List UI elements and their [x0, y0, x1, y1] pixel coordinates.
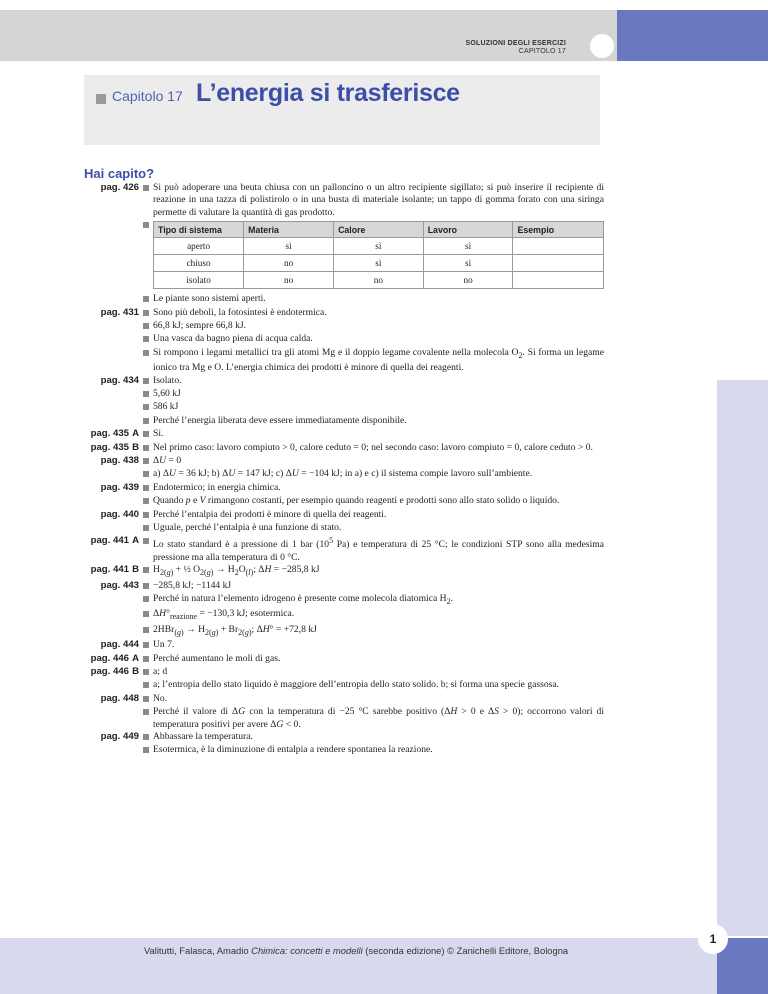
bullet-square-icon [143, 307, 153, 320]
page-reference [84, 347, 143, 375]
answer-item [84, 455, 604, 468]
answer-item [84, 182, 604, 219]
answer-item [84, 415, 604, 428]
bullet-square-icon [143, 666, 153, 679]
bullet-square-icon [143, 535, 153, 564]
answer-item [84, 744, 604, 757]
answer-text [153, 219, 604, 293]
answer-item [84, 442, 604, 455]
answer-text: a) ΔU = 36 kJ; b) ΔU = 147 kJ; c) ΔU = −104 kJ; in a) e c) il sistema compie lavoro sull’ambiente. [153, 468, 533, 480]
section-heading: Hai capito? [84, 166, 155, 181]
page-reference [84, 744, 143, 757]
bullet-square-icon [143, 293, 153, 306]
answer-text: Endotermico; in energia chimica. [153, 481, 281, 493]
page-reference [84, 522, 143, 535]
answer-text: Esotermica, è la diminuzione di entalpia a rendere spontanea la reazione. [153, 744, 433, 756]
table-cell: no [423, 272, 513, 289]
page-reference: pag. 446 A [90, 652, 139, 664]
table-row [154, 238, 604, 255]
bullet-square-icon [143, 468, 153, 481]
chapter-title: L’energia si trasferisce [196, 79, 460, 107]
answer-item [84, 333, 604, 346]
bullet-square-icon [143, 624, 153, 639]
answer-text: 586 kJ [153, 401, 179, 413]
bullet-square-icon [143, 388, 153, 401]
answer-text: −285,8 kJ; −1144 kJ [153, 579, 232, 591]
page-reference: pag. 435 A [90, 428, 139, 440]
answer-item [84, 593, 604, 608]
table-header-cell: Materia [244, 222, 334, 238]
table-cell: no [244, 255, 334, 272]
answer-text: Perché il valore di ΔG con la temperatura di −25 °C sarebbe positivo (ΔH > 0 e ΔS > 0); occorrono valori di temperatura positivi per avere ΔG < 0. [153, 706, 604, 730]
table-cell: sì [423, 238, 513, 255]
bullet-square-icon [143, 608, 153, 623]
answer-text: $2HBr_{(g)} \to H_{2(g)} + Br_{2(g)}$; ΔH° = +72,8 kJ [153, 623, 317, 637]
answer-item [84, 320, 604, 333]
table-cell [513, 272, 604, 289]
footer-book-title: Chimica: concetti e modelli [251, 945, 363, 956]
bullet-square-icon [143, 347, 153, 375]
answer-text: Perché in natura l’elemento idrogeno è presente come molecola diatomica $H_2$. [153, 593, 453, 607]
page-reference [84, 706, 143, 731]
answer-text: Perché l’entalpia dei prodotti è minore di quella dei reagenti. [153, 508, 387, 520]
page-reference: pag. 435 B [90, 441, 139, 453]
bullet-square-icon [143, 182, 153, 219]
answer-text: a; d [153, 665, 168, 677]
header-circle [590, 34, 614, 58]
page-reference [84, 468, 143, 481]
answer-item [84, 693, 604, 706]
answer-text: $H_{2(g)}$ + ½ $O_{2(g)} \to H_2O_{(l)}$; ΔH = −285,8 kJ [153, 564, 320, 578]
page-reference: pag. 443 [100, 579, 139, 591]
running-header-line1: SOLUZIONI DEGLI ESERCIZI [465, 40, 566, 47]
chapter-number: Capitolo 17 [112, 88, 183, 104]
answer-item [84, 482, 604, 495]
footer-authors: Valitutti, Falasca, Amadio [144, 945, 252, 956]
bullet-square-icon [143, 653, 153, 666]
answer-text: Una vasca da bagno piena di acqua calda. [153, 333, 313, 345]
page-reference: pag. 449 [100, 730, 139, 742]
page-reference [84, 219, 143, 293]
answer-text: Nel primo caso: lavoro compiuto > 0, calore ceduto = 0; nel secondo caso: lavoro compiuto = 0, calore ceduto > 0. [153, 441, 593, 453]
bullet-square-icon [143, 495, 153, 508]
bullet-square-icon [143, 522, 153, 535]
system-types-table [153, 221, 604, 289]
bullet-square-icon [143, 482, 153, 495]
bullet-square-icon [143, 219, 153, 293]
answer-item [84, 428, 604, 441]
table-header-cell: Lavoro [423, 222, 513, 238]
page-reference: pag. 438 [100, 455, 139, 466]
answers-list [84, 182, 604, 758]
answer-item [84, 468, 604, 481]
answer-item [84, 522, 604, 535]
bullet-square-icon [143, 375, 153, 388]
side-tab [717, 380, 768, 936]
table-row [154, 255, 604, 272]
page-reference: pag. 426 [100, 182, 139, 193]
answer-text: Le piante sono sistemi aperti. [153, 293, 266, 305]
page-reference [84, 388, 143, 401]
bullet-square-icon [143, 333, 153, 346]
answer-item [84, 706, 604, 731]
answer-text: Si rompono i legami metallici tra gli atomi Mg e il doppio legame covalente nella molecola $O_2$. Si forma un legame ionico tra Mg e O. L’energia chimica dei prodotti è minore di quella dei reagenti. [153, 346, 604, 374]
answer-item [84, 731, 604, 744]
footer-credit [144, 945, 568, 956]
answer-text: Perché l’energia liberata deve essere immediatamente disponibile. [153, 414, 407, 426]
page-reference [84, 593, 143, 608]
page-reference [84, 401, 143, 414]
page-reference [84, 333, 143, 346]
bullet-square-icon [143, 744, 153, 757]
answer-text: ΔU = 0 [153, 455, 182, 466]
table-header-row [154, 222, 604, 238]
page-number: 1 [698, 924, 728, 954]
answer-item [84, 307, 604, 320]
bullet-square-icon [143, 320, 153, 333]
page-reference: pag. 448 [100, 692, 139, 704]
page-reference [84, 608, 143, 623]
answer-item [84, 679, 604, 692]
answer-text: a; l’entropia dello stato liquido è maggiore dell’entropia dello stato solido. b; si forma una specie gassosa. [153, 679, 560, 691]
answer-text: Un 7. [153, 639, 175, 651]
page-reference: pag. 444 [100, 639, 139, 651]
answer-item [84, 666, 604, 679]
running-header [466, 40, 566, 56]
answer-item [84, 401, 604, 414]
bullet-square-icon [143, 593, 153, 608]
page-reference [84, 679, 143, 692]
page-reference: pag. 439 [100, 481, 139, 493]
answer-text: No. [153, 692, 168, 704]
page-reference [84, 320, 143, 333]
bullet-square-icon [143, 639, 153, 652]
answer-text: Lo stato standard è a pressione di 1 bar ($10^5$ Pa) e temperatura di 25 °C; le condizioni STP sono alla medesima pressione ma alla temperatura di 0 °C. [153, 536, 604, 564]
page-reference [84, 624, 143, 639]
answer-item [84, 639, 604, 652]
table-cell: isolato [154, 272, 244, 289]
page-reference [84, 495, 143, 508]
bullet-square-icon [143, 455, 153, 468]
answer-item [84, 564, 604, 579]
table-cell: sì [334, 238, 424, 255]
table-cell [513, 255, 604, 272]
answer-item [84, 375, 604, 388]
page-reference: pag. 440 [100, 508, 139, 520]
answer-item [84, 608, 604, 623]
answer-item [84, 624, 604, 639]
table-cell: chiuso [154, 255, 244, 272]
bullet-square-icon [143, 428, 153, 441]
table-cell: sì [423, 255, 513, 272]
page-reference: pag. 441 A [90, 535, 139, 547]
page-reference: pag. 441 B [90, 564, 139, 576]
title-bullet [96, 94, 106, 104]
footer-publisher: (seconda edizione) © Zanichelli Editore, Bologna [362, 945, 569, 956]
header-accent-block [617, 10, 768, 61]
answer-text: Isolato. [153, 374, 182, 386]
page-reference [84, 415, 143, 428]
table-cell: no [334, 272, 424, 289]
page-reference: pag. 446 B [90, 665, 139, 677]
table-cell: sì [244, 238, 334, 255]
answer-item [84, 653, 604, 666]
running-header-line2: CAPITOLO 17 [518, 48, 566, 55]
page-reference: pag. 434 [100, 374, 139, 386]
answer-item [84, 293, 604, 306]
table-header-cell: Tipo di sistema [154, 222, 244, 238]
answer-item [84, 388, 604, 401]
bullet-square-icon [143, 580, 153, 593]
answer-text: $\Delta H^\circ_{reazione} = -130,3$ kJ; esotermica. [153, 608, 295, 622]
answer-item [84, 580, 604, 593]
bullet-square-icon [143, 731, 153, 744]
answer-text: Quando p e V rimangono costanti, per esempio quando reagenti e prodotti sono allo stato solido o liquido. [153, 495, 560, 507]
answer-text: Abbassare la temperatura. [153, 730, 253, 742]
table-cell: no [244, 272, 334, 289]
answer-text: Si può adoperare una beuta chiusa con un palloncino o un altro recipiente sigillato; si può inserire il recipiente di reazione in una tazza di polistirolo o in una busta di materiale isolante; un tappo di gomma forato con una siringa permette di valutare la quantità di gas prodotto. [153, 182, 604, 218]
bullet-square-icon [143, 509, 153, 522]
page-reference: pag. 431 [100, 306, 139, 318]
answer-item [84, 347, 604, 375]
answer-text: 66,8 kJ; sempre 66,8 kJ. [153, 320, 247, 332]
table-cell [513, 238, 604, 255]
table-entry [84, 219, 604, 293]
answer-text: Uguale, perché l’entalpia è una funzione di stato. [153, 522, 342, 534]
answer-item [84, 535, 604, 564]
table-row [154, 272, 604, 289]
answer-text: Sono più deboli, la fotosintesi è endotermica. [153, 306, 327, 318]
page-reference [84, 293, 143, 306]
table-header-cell: Calore [334, 222, 424, 238]
bullet-square-icon [143, 564, 153, 579]
bullet-square-icon [143, 401, 153, 414]
bullet-square-icon [143, 693, 153, 706]
answer-text: 5,60 kJ [153, 387, 181, 399]
answer-text: Sì. [153, 428, 164, 440]
answer-item [84, 495, 604, 508]
bullet-square-icon [143, 706, 153, 731]
chapter-title-box [84, 75, 600, 145]
bullet-square-icon [143, 679, 153, 692]
bullet-square-icon [143, 442, 153, 455]
answer-item [84, 509, 604, 522]
bullet-square-icon [143, 415, 153, 428]
answer-text: Perché aumentano le moli di gas. [153, 652, 281, 664]
table-header-cell: Esempio [513, 222, 604, 238]
table-cell: aperto [154, 238, 244, 255]
table-cell: sì [334, 255, 424, 272]
